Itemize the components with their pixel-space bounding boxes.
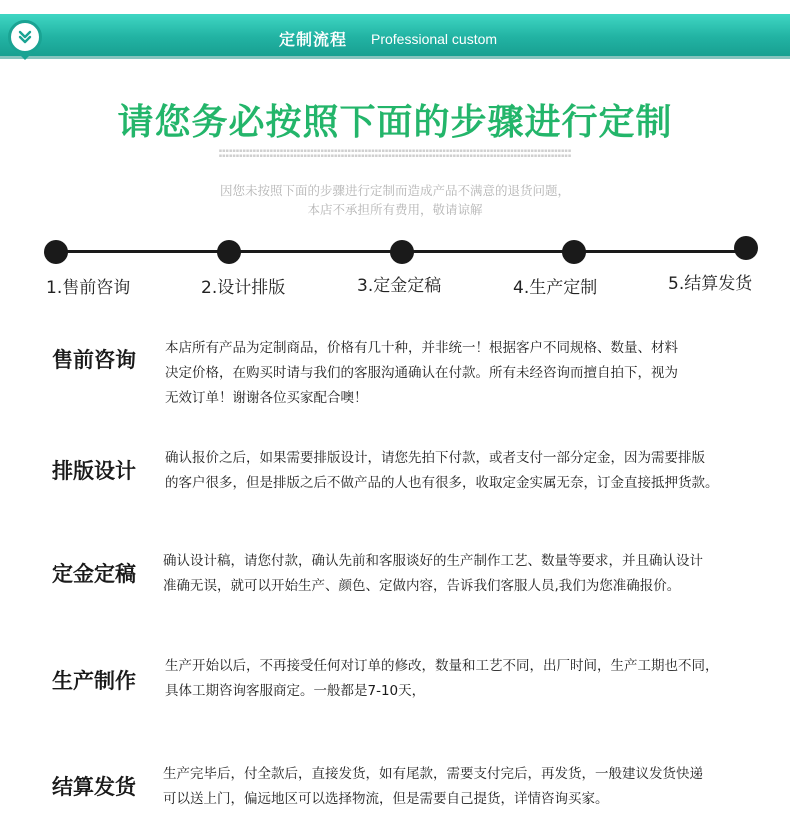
decorative-fine-print: ▪▪▪▪▪▪▪▪▪▪▪▪▪▪▪▪▪▪▪▪▪▪▪▪▪▪▪▪▪▪▪▪▪▪▪▪▪▪▪▪▪▪▪▪▪▪▪▪▪▪▪▪▪▪▪▪▪▪▪▪▪▪▪▪▪▪▪▪▪▪▪▪▪▪▪▪▪▪▪▪▪▪▪▪▪▪▪▪▪▪▪▪▪▪▪▪▪▪▪▪▪▪▪▪ ▪▪▪▪▪▪▪▪▪▪▪▪▪▪▪▪▪▪▪▪▪▪▪▪▪▪▪▪▪▪▪▪▪▪▪▪▪▪▪▪▪▪▪▪▪▪▪▪▪▪▪▪▪▪▪▪▪▪▪▪▪▪▪▪▪▪▪▪▪▪▪▪▪▪▪▪▪▪▪▪▪▪▪▪▪▪▪▪▪▪▪▪▪▪▪▪▪▪▪▪▪▪▪▪ <box>218 148 572 159</box>
section-line: 可以送上门，偏远地区可以选择物流，但是需要自己提货，详情咨询买家。 <box>163 791 609 807</box>
section-line: 确认设计稿，请您付款，确认先前和客服谈好的生产制作工艺、数量等要求，并且确认设计 <box>163 553 703 569</box>
main-title: 请您务必按照下面的步骤进行定制 <box>117 102 673 143</box>
header-subtitle: Professional custom <box>371 31 498 47</box>
notice-line-2: 本店不承担所有费用，敬请谅解 <box>307 202 483 217</box>
notice-line-1: 因您未按照下面的步骤进行定制而造成产品不满意的退货问题， <box>219 183 570 198</box>
section-line: 确认报价之后，如果需要排版设计，请您先拍下付款，或者支付一部分定金，因为需要排版 <box>165 450 705 466</box>
section-line: 生产开始以后，不再接受任何对订单的修改，数量和工艺不同，出厂时间，生产工期也不同， <box>165 658 719 674</box>
section-line: 生产完毕后，付全款后，直接发货，如有尾款，需要支付完后，再发货，一般建议发货快递 <box>163 766 703 782</box>
timeline-dot-3 <box>390 240 414 264</box>
timeline-dot-2 <box>217 240 241 264</box>
section-body-presale <box>165 336 678 411</box>
chevron-down-double-icon <box>17 29 33 45</box>
section-line: 具体工期咨询客服商定。一般都是7-10天， <box>165 683 426 699</box>
timeline-dot-1 <box>44 240 68 264</box>
section-line: 决定价格，在购买时请与我们的客服沟通确认在付款。所有未经咨询而擅自拍下，视为 <box>165 365 678 381</box>
section-title-settlement: 结算发货 <box>52 775 136 799</box>
step-label-1: 1.售前咨询 <box>46 278 131 298</box>
timeline-dot-5 <box>734 236 758 260</box>
section-title-production: 生产制作 <box>52 669 136 693</box>
step-label-5: 5.结算发货 <box>668 274 753 294</box>
step-label-4: 4.生产定制 <box>513 278 598 298</box>
section-body-settlement <box>163 762 703 812</box>
section-line: 准确无误，就可以开始生产、颜色、定做内容，告诉我们客服人员,我们为您准确报价。 <box>163 578 681 594</box>
section-body-layout <box>165 446 719 496</box>
step-label-2: 2.设计排版 <box>201 278 286 298</box>
header-title: 定制流程 <box>279 30 348 49</box>
header-badge <box>8 20 42 54</box>
section-title-deposit: 定金定稿 <box>52 562 136 586</box>
section-body-deposit <box>163 549 703 599</box>
section-line: 无效订单！谢谢各位买家配合噢！ <box>165 390 368 406</box>
step-label-3: 3.定金定稿 <box>357 276 442 296</box>
section-line: 的客户很多，但是排版之后不做产品的人也有很多，收取定金实属无奈，订金直接抵押货款。 <box>165 475 719 491</box>
section-body-production <box>165 654 719 704</box>
section-title-layout: 排版设计 <box>52 459 136 483</box>
section-line: 本店所有产品为定制商品，价格有几十种，并非统一！根据客户不同规格、数量、材料 <box>165 340 678 356</box>
section-title-presale: 售前咨询 <box>52 348 136 372</box>
timeline-dot-4 <box>562 240 586 264</box>
